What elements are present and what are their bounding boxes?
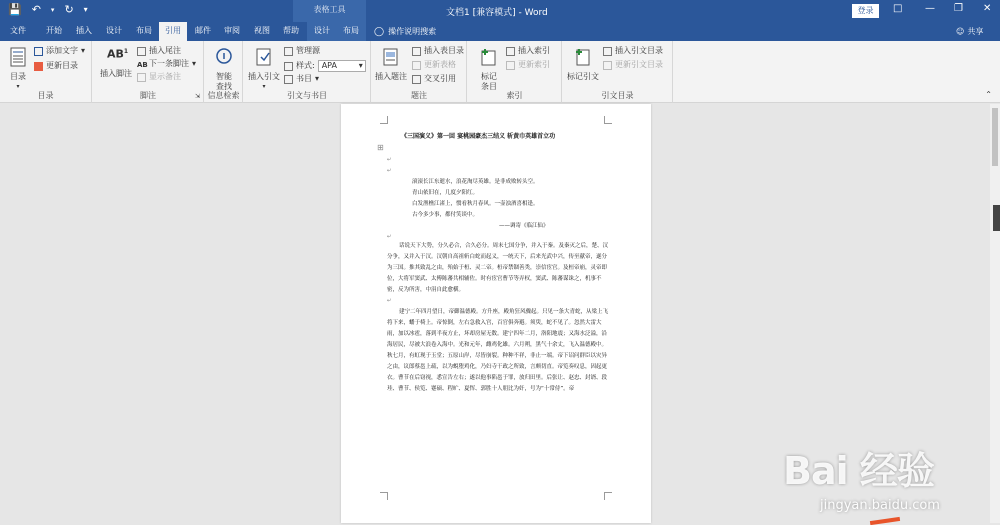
poem-line: 青山依旧在，几度夕阳红。 [412,190,479,196]
mark-citation-button[interactable] [565,47,601,82]
insert-caption-label: 插入题注 [375,72,407,81]
group-index-label: 索引 [506,91,523,100]
endnote-icon [137,47,146,56]
tab-home[interactable]: 开始 [46,26,62,35]
smart-lookup-button[interactable] [209,47,239,92]
group-captions [372,41,467,103]
update-index-button[interactable] [506,60,550,70]
insert-toa-icon [603,47,612,56]
insert-index-label: 插入索引 [518,46,550,55]
crop-mark-top-right [604,116,612,124]
para2-line: 建宁二年四月望日，帝御温德殿。方升座，殿角狂风骤起。只见一条大青蛇，从梁上飞 [399,309,609,315]
person-icon: ☺ [956,26,965,36]
show-notes-button[interactable] [137,72,181,82]
crop-mark-top-left [380,116,388,124]
tab-insert[interactable]: 插入 [76,26,92,35]
table-of-figures-icon [412,47,421,56]
group-citations [244,41,371,103]
cross-reference-icon [412,75,421,84]
update-index-label: 更新索引 [518,60,550,69]
update-table-icon [412,61,421,70]
paragraph-mark: ↵ [387,168,392,174]
mark-entry-icon [480,47,498,67]
update-toc-button[interactable] [34,61,78,71]
smart-lookup-icon [215,47,233,67]
share-button[interactable] [956,22,992,41]
close-icon[interactable]: ✕ [983,3,992,14]
update-toa-icon [603,61,612,70]
para1-line: 密，反为所害，中涓自此愈横。 [387,287,465,293]
minimize-icon[interactable]: — [925,3,935,14]
cross-ref-label: 交叉引用 [424,74,456,83]
crop-mark-bottom-right [604,492,612,500]
undo-dropdown-icon[interactable]: ▾ [50,6,55,14]
manage-sources-icon [284,47,293,56]
scrollbar-thumb[interactable] [992,108,998,166]
update-toc-label: 更新目录 [46,61,78,70]
style-label: 样式: [296,61,315,70]
tab-table-layout[interactable]: 布局 [343,26,359,35]
tab-mailings[interactable]: 邮件 [195,26,211,35]
document-title: 文档1 [兼容模式] - Word [446,8,548,18]
toc-icon [9,47,27,67]
insert-footnote-button[interactable] [97,47,135,79]
para1-line: 位，大将军窦武、太傅陈蕃共相辅佐。时有宦官曹节等弄权，窦武、陈蕃谋诛之，机事不 [387,276,602,282]
para2-line: 珪、曹节、侯览、蹇硕、程旷、夏恽、郭胜十人朋比为奸，号为“十常侍”。帝 [387,386,575,392]
insert-caption-icon [382,47,400,67]
insert-toa-label: 插入引文目录 [615,46,663,55]
add-text-button[interactable]: 添加文字 ▾ [34,46,85,56]
bibliography-button[interactable]: 书目 ▾ [284,74,319,84]
manage-sources-label: 管理源 [296,46,320,55]
style-icon [284,62,293,71]
update-index-icon [506,61,515,70]
poem-line: 滚滚长江东逝水，浪花淘尽英雄。是非成败转头空。 [412,179,539,185]
update-table-button[interactable] [412,60,456,70]
vertical-scrollbar[interactable] [990,104,1000,523]
insert-tof-label: 插入表目录 [424,46,464,55]
insert-citation-button[interactable] [248,47,280,92]
group-toc-label: 目录 [37,91,54,100]
poem-line: 古今多少事，都付笑谈中。 [412,212,479,218]
tab-help[interactable]: 帮助 [283,26,299,35]
toc-button[interactable] [6,47,30,92]
tab-references[interactable]: 引用 [159,22,187,41]
group-captions-label: 题注 [411,91,427,100]
manage-sources-button[interactable] [284,46,320,56]
add-text-label: 添加文字 [46,46,78,55]
show-notes-icon [137,73,146,82]
footnotes-dialog-launcher-icon[interactable]: ⇲ [194,93,200,100]
group-toc [0,41,92,103]
tab-file[interactable]: 文件 [10,26,26,35]
tell-me-label: 操作说明搜索 [388,26,437,36]
title-bar [0,0,1000,22]
group-research-label: 信息检索 [207,91,240,100]
update-toa-label: 更新引文目录 [615,60,663,69]
redo-icon[interactable]: ↻ [64,3,74,16]
table-move-handle-icon[interactable]: ⊞ [377,143,384,152]
group-index [468,41,562,103]
save-icon[interactable]: 💾 [8,3,22,16]
baidu-watermark-logo: Bai 经验 [783,449,934,493]
citation-style-select[interactable] [318,60,366,72]
tab-table-design[interactable]: 设计 [314,26,330,35]
insert-table-of-figures-button[interactable] [412,46,464,56]
quick-access-toolbar [8,4,88,16]
poem-line: 白发渔樵江渚上，惯看秋月春风。一壶浊酒喜相逢。 [412,201,539,207]
para2-line: 衣。曹节在后窃视，悉宣告左右；遂以他事陷邕于罪，放归田里。后张让、赵忠、封谞、段 [387,375,608,381]
tab-design[interactable]: 设计 [106,26,122,35]
footnote-icon: $AB^1$ [107,47,129,61]
next-footnote-label: 下一条脚注 [149,59,189,68]
crop-mark-bottom-left [380,492,388,500]
toc-dropdown-icon: ▾ [16,83,20,90]
restore-icon[interactable]: ❐ [954,3,963,14]
para2-line: 雨，加以冰雹，落到半夜方止，坏却房屋无数。建宁四年二月，洛阳地震；又海水泛溢，沿 [387,331,608,337]
insert-toa-button[interactable] [603,46,663,56]
document-page[interactable] [341,104,651,523]
show-notes-label: 显示备注 [149,72,181,81]
poem-credit: ——调寄《临江仙》 [499,223,549,229]
para1-line: 话说天下大势，分久必合，合久必分。周末七国分争，并入于秦。及秦灭之后，楚、汉 [399,243,609,249]
smart-lookup-label: 智能 查找 [216,72,232,91]
para1-line: 为三国。推其致乱之由，殆始于桓、灵二帝。桓帝禁锢善类，崇信宦官。及桓帝崩，灵帝即 [387,265,608,271]
ribbon-tabs [0,22,1000,41]
tab-review[interactable]: 审阅 [224,26,240,35]
update-toc-icon [34,62,43,71]
baidu-watermark-url: jingyan.baidu.com [820,498,940,513]
insert-caption-button[interactable] [375,47,407,82]
insert-index-button[interactable] [506,46,550,56]
tell-me-search[interactable] [374,22,444,41]
group-toa-label: 引文目录 [601,91,634,100]
collapse-ribbon-icon[interactable]: ⌃ [985,90,992,99]
para2-line: 秋七月，有虹现于玉堂；五原山岸，尽皆崩裂。种种不祥，非止一端。帝下诏问群臣以灾异 [387,353,608,359]
para2-line: 将下来，蟠于椅上。帝惊倒，左右急救入宫，百官俱奔避。须臾，蛇不见了。忽然大雷大 [387,320,602,326]
group-footnotes-label: 脚注 [140,91,156,100]
cross-reference-button[interactable] [412,74,456,84]
insert-endnote-button[interactable] [137,46,181,56]
table-tools-context-label: 表格工具 [293,0,366,22]
group-citations-label: 引文与书目 [287,91,327,100]
citation-style-dropdown-icon: ▾ [358,61,363,70]
bibliography-icon [284,75,293,84]
tab-layout[interactable]: 布局 [136,26,152,35]
insert-endnote-label: 插入尾注 [149,46,181,55]
tab-view[interactable]: 视图 [254,26,270,35]
mark-entry-label: 标记 条目 [481,72,497,91]
toc-label: 目录 [10,72,26,81]
side-panel-grip[interactable] [993,205,1000,231]
para2-line: 之由，议郎蔡邕上疏，以为蜺堕鸡化，乃妇寺干政之所致，言颇切直。帝览奏叹息，因起更 [387,364,608,370]
update-toa-button[interactable] [603,60,663,70]
insert-index-icon [506,47,515,56]
para2-line: 海居民，尽被大浪卷入海中。光和元年，雌鸡化雄。六月朔，黑气十余丈，飞入温德殿中。 [387,342,608,348]
paragraph-mark: ↵ [387,298,392,304]
ribbon-references [0,41,1000,103]
add-text-icon [34,47,43,56]
group-research [205,41,243,103]
insert-citation-dropdown-icon: ▾ [262,83,266,90]
paragraph-mark: ↵ [387,157,392,163]
update-table-label: 更新表格 [424,60,456,69]
insert-citation-icon [255,47,273,67]
ribbon-display-options-icon[interactable]: □ [893,3,903,14]
group-toa [563,41,673,103]
login-button[interactable]: 登录 [852,4,879,18]
undo-icon[interactable]: ↶ [31,3,41,16]
customize-qat-icon[interactable]: ▾ [83,5,88,14]
insert-citation-label: 插入引文 [248,72,280,81]
mark-entry-button[interactable] [474,47,504,92]
lightbulb-icon: ◯ [374,26,385,37]
next-footnote-button[interactable]: AB 下一条脚注 ▾ [137,59,197,69]
citation-style-value: APA [321,61,337,70]
insert-footnote-label: 插入脚注 [100,69,132,78]
mark-citation-label: 标记引文 [567,72,599,81]
chapter-title: 《三国演义》第一回 宴桃园豪杰三结义 斩黄巾英雄首立功 [401,133,556,140]
para1-line: 分争，又并入于汉。汉朝自高祖斩白蛇而起义，一统天下，后来光武中兴，传至献帝，遂分 [387,254,608,260]
group-footnotes [93,41,204,103]
bibliography-label: 书目 [296,74,312,83]
share-label: 共享 [967,26,984,36]
citation-style-row [284,60,366,72]
next-footnote-icon: AB [137,60,148,69]
paragraph-mark: ↵ [387,234,392,240]
mark-citation-icon [574,47,592,67]
